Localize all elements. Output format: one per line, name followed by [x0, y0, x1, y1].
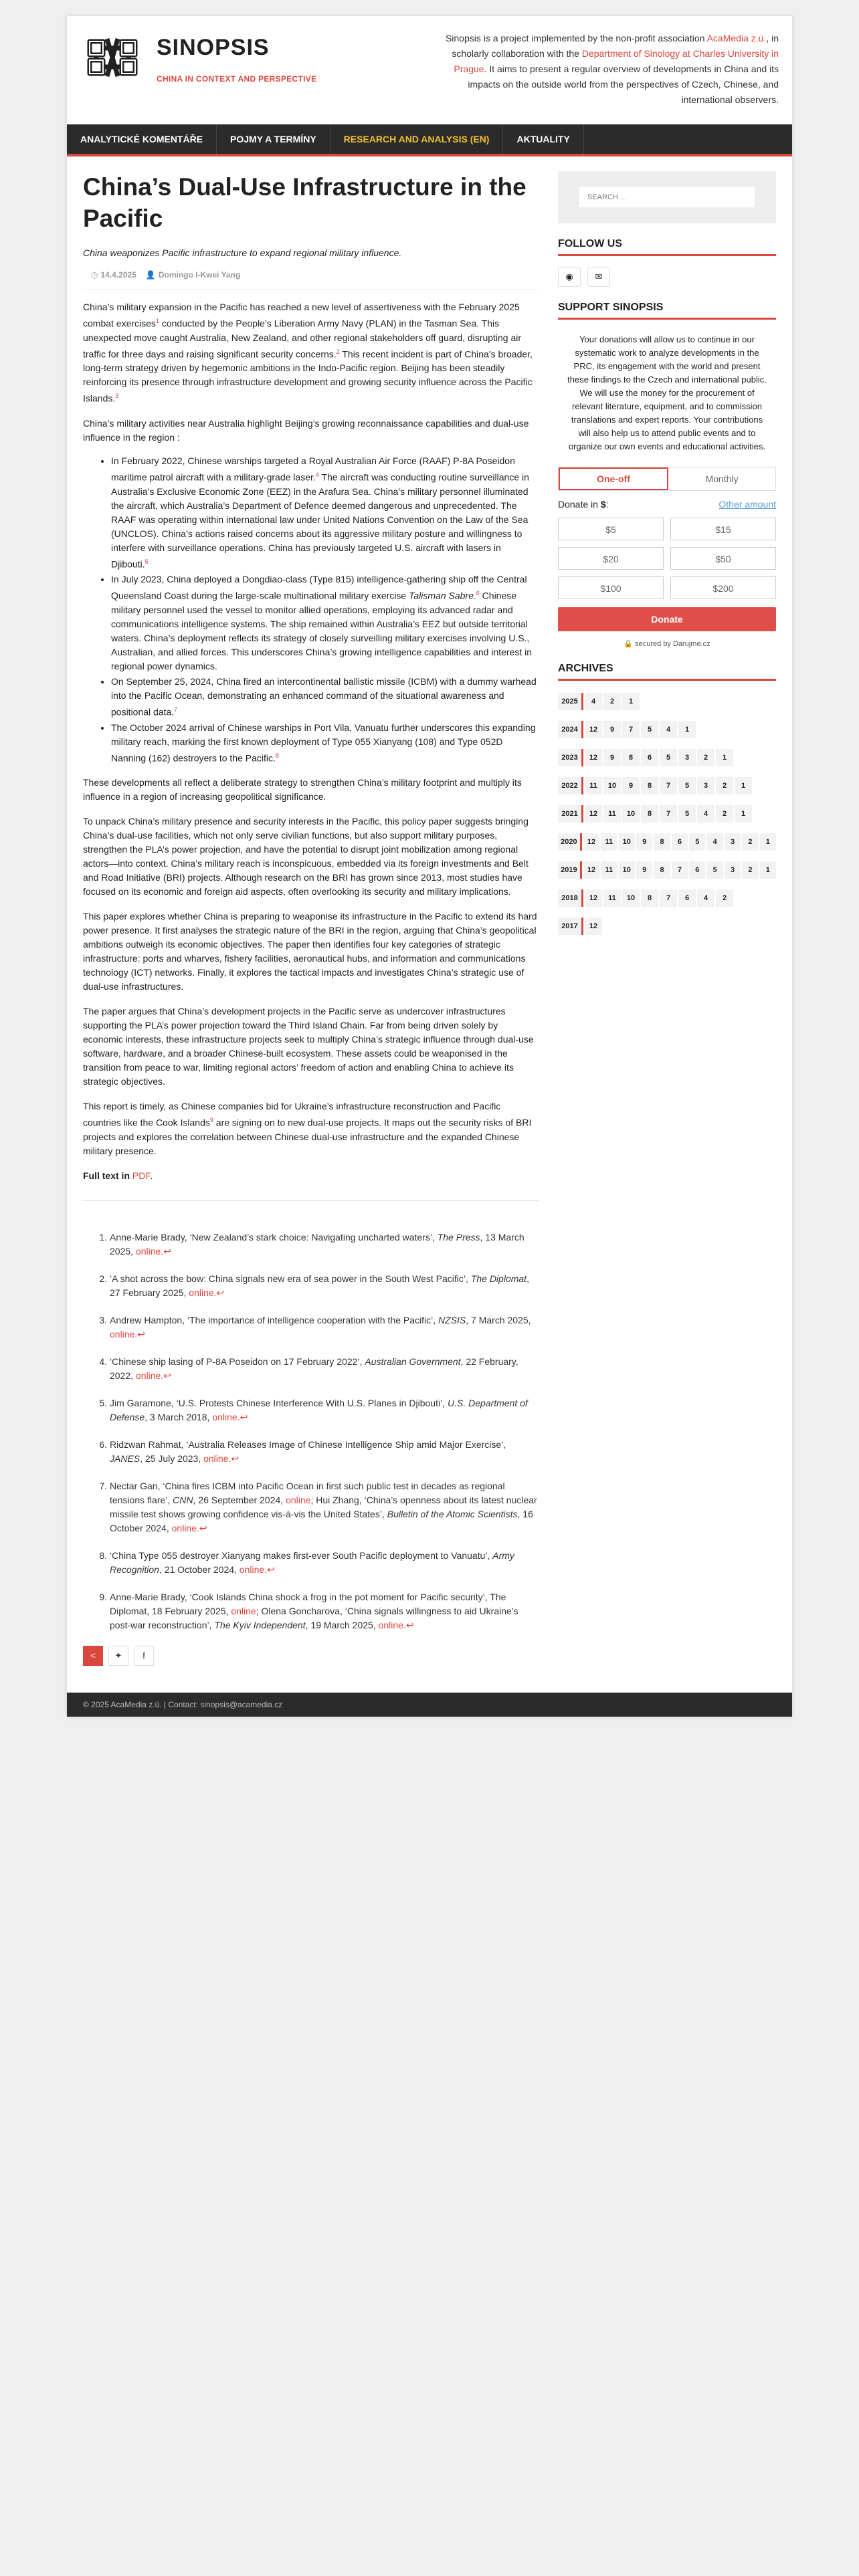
- follow-us-heading: FOLLOW US: [558, 238, 776, 256]
- ref-online-link[interactable]: online: [286, 1494, 311, 1505]
- archive-month[interactable]: 4: [697, 805, 714, 823]
- b2-text-b: Chinese military personnel used the vessel to monitor allied operations, employing its advanced radar and communications intelligence systems. The ship remained within Australia’s EEZ but outside territorial waters. China’s deployment reflects its strategy of closely surveilling military exercises involving U.S., Australian, and allied forces. This underscores China’s growing intelligence capabilities and interest in regional power dynamics.: [111, 590, 533, 671]
- article-author[interactable]: Domingo I-Kwei Yang: [158, 270, 241, 280]
- reference-item: [110, 1479, 538, 1535]
- archive-month[interactable]: 10: [619, 833, 635, 851]
- header-description: [438, 31, 779, 108]
- desc-text-2: , in scholarly collaboration with the: [452, 33, 779, 59]
- secured-text: secured by Darujme.cz: [635, 640, 710, 648]
- reference-item: [110, 1230, 538, 1259]
- ref-text: , 21 October 2024,: [159, 1564, 240, 1575]
- p1-text-c: This recent incident is part of China’s broader, long-term strategy driven by hegemonic ambitions in the Indo-Pacific region. Beijing has been steadily reinforcing its presence through infrastructure development and growing security influence across the Pacific Islands.: [83, 348, 533, 404]
- b3-text: On September 25, 2024, China fired an intercontinental ballistic missile (ICBM) with a dummy warhead into the Pacific Ocean, demonstrating an enhanced command of the situational awareness and positional data.: [111, 675, 537, 718]
- footnote-ref-4[interactable]: 4: [315, 471, 319, 478]
- ref-online-link[interactable]: online.↩: [110, 1328, 145, 1339]
- archive-month[interactable]: 8: [641, 805, 658, 823]
- ref-text: Ridzwan Rahmat, ‘Australia Releases Image of Chinese Intelligence Ship amid Major Exercise’,: [110, 1438, 506, 1450]
- b2-text-a: In July 2023, China deployed a Dongdiao-class (Type 815) intelligence-gathering ship off the Central Queensland Coast during the large-scale multinational military exercise: [111, 574, 527, 601]
- archive-year[interactable]: 2023: [558, 749, 583, 766]
- ref-text: , 19 March 2025,: [305, 1619, 379, 1630]
- ref-text: Anne-Marie Brady, ‘Cook Islands China shock a frog in the pot moment for Pacific security’, The Diplomat, 18 February 2025,: [110, 1591, 506, 1616]
- archive-month[interactable]: 8: [641, 777, 658, 794]
- archive-month[interactable]: 1: [678, 721, 696, 738]
- archives-list: [558, 693, 776, 935]
- ref-text: , 3 March 2018,: [145, 1411, 213, 1422]
- ref-text: ‘China Type 055 destroyer Xianyang makes first-ever South Pacific deployment to Vanuatu’,: [110, 1549, 493, 1561]
- p1-text-a: China’s military expansion in the Pacific has reached a new level of assertiveness with the February 2025 combat exercises: [83, 302, 520, 329]
- archive-month[interactable]: 7: [660, 889, 677, 907]
- search-input[interactable]: [579, 187, 755, 207]
- archive-month[interactable]: 2: [716, 777, 733, 794]
- ref-text: ‘Chinese ship lasing of P-8A Poseidon on 17 February 2022’,: [110, 1356, 365, 1367]
- share-buttons: [83, 1646, 538, 1666]
- reference-item: [110, 1272, 538, 1300]
- knot-logo-icon: [80, 32, 145, 83]
- footnote-ref-7[interactable]: 7: [174, 706, 178, 713]
- archive-month[interactable]: 11: [603, 889, 621, 907]
- ref-source: The Diplomat: [470, 1273, 527, 1284]
- archive-month[interactable]: 2: [742, 861, 758, 879]
- ref-source: Bulletin of the Atomic Scientists: [387, 1508, 518, 1519]
- archive-month[interactable]: 7: [622, 721, 640, 738]
- main-nav: [67, 124, 792, 156]
- reference-item: [110, 1355, 538, 1383]
- archive-month[interactable]: 12: [585, 918, 602, 935]
- reference-item: [110, 1549, 538, 1577]
- site-footer: © 2025 AcaMedia z.ú. | Contact: sinopsis@acamedia.cz: [67, 1693, 792, 1717]
- archive-year[interactable]: 2017: [558, 918, 583, 935]
- donate-button[interactable]: Donate: [558, 607, 776, 631]
- archive-year-row: [558, 889, 776, 907]
- paragraph-3: These developments all reflect a deliberate strategy to strengthen China’s military footprint and multiply its influence in a region of increasing geopolitical significance.: [83, 777, 522, 802]
- b1-text-b: The aircraft was conducting routine surveillance in Australia’s Exclusive Economic Zone (EEZ) in the Arafura Sea. China’s military personnel illuminated the aircraft, which Australia’s Department of Defence deemed dangerous and unprecedented. The RAAF was operating within international law under United Nations Convention on the Law of the Sea (UNCLOS). China’s actions raised concerns about its aggressive military posture and willingness to interfere with surveillance operations. China has previously targeted U.S. aircraft with lasers in Djibouti.: [111, 471, 529, 570]
- paragraph-2: China’s military activities near Australia highlight Beijing’s growing reconnaissance capabilities and dual-use influence in the region :: [83, 417, 529, 443]
- paragraph-6: The paper argues that China’s development projects in the Pacific serve as undercover infrastructures supporting the PLA’s power projection toward the Third Island Chain. Far from being driven solely by economic interests, these infrastructure projects seek to multiply China’s strategic influence through dual-use software, hardware, and a broader Chinese-built ecosystem. These assets could be weaponised in the transition from peace to war, limiting regional actors’ freedom of action and enabling China to achieve its strategic objectives.: [83, 1006, 534, 1087]
- archive-month[interactable]: 1: [716, 749, 733, 766]
- b4-text: The October 2024 arrival of Chinese warships in Port Vila, Vanuatu further underscores this expanding military reach, marking the first known deployment of Type 055 Xianyang (108) and Type 052D Nanning (162) destroyers to the Pacific.: [111, 722, 536, 764]
- archive-month[interactable]: 8: [654, 861, 670, 879]
- footnote-ref-6[interactable]: 6: [476, 590, 480, 597]
- amount-option[interactable]: $5: [558, 518, 664, 540]
- reference-item: [110, 1396, 538, 1424]
- archive-year[interactable]: 2024: [558, 721, 583, 738]
- ref-text: ; Hui Zhang, ‘China’s openness about its latest nuclear missile test shows growing confidence vis-à-vis the United States’,: [110, 1494, 537, 1519]
- ref-text: , 26 September 2024,: [193, 1494, 286, 1505]
- archive-month[interactable]: 12: [583, 861, 599, 879]
- ref-online-link[interactable]: online.↩: [135, 1245, 171, 1257]
- p1-text-b: conducted by the People’s Liberation Army Navy (PLAN) in the Tasman Sea. This unexpected move caught Australia, New Zealand, and other regional stakeholders off guard, disrupting air traffic for three days and raising significant security concerns.: [83, 318, 522, 360]
- ref-online-link[interactable]: online: [231, 1605, 256, 1616]
- nav-item-research-and-analysis[interactable]: RESEARCH AND ANALYSIS (EN): [330, 124, 504, 154]
- archive-month[interactable]: 1: [735, 777, 752, 794]
- archive-year[interactable]: 2025: [558, 693, 583, 710]
- archive-year-row: [558, 777, 776, 794]
- archive-month[interactable]: 5: [706, 861, 723, 879]
- support-text: Your donations will allow us to continue in our systematic work to analyze developments in the PRC, its engagement with the world and present these findings to the Czech and international public. We will use the money for the procurement of relevant literature, equipment, and to commission translations and expert reports. Your contributions will also help us to attend public events and to organize our own events and educational activities.: [567, 334, 767, 451]
- ref-text: Nectar Gan, ‘China fires ICBM into Pacific Ocean in first such public test in decades as regional tensions flare’,: [110, 1480, 505, 1505]
- archive-month[interactable]: 3: [697, 777, 714, 794]
- archive-month[interactable]: 9: [603, 721, 621, 738]
- ref-online-link[interactable]: online.↩: [189, 1287, 225, 1298]
- archive-month[interactable]: 3: [725, 833, 741, 851]
- b1-text-a: In February 2022, Chinese warships targeted a Royal Australian Air Force (RAAF) P-8A Poseidon maritime patrol aircraft with a military-grade laser.: [111, 455, 515, 483]
- site-title[interactable]: SINOPSIS: [157, 35, 270, 60]
- ref-text: Anne-Marie Brady, ‘New Zealand’s stark choice: Navigating uncharted waters’,: [110, 1231, 438, 1243]
- share-icon[interactable]: <: [83, 1646, 103, 1666]
- list-item: [111, 675, 538, 720]
- archive-month[interactable]: 11: [585, 777, 602, 794]
- footnote-ref-8[interactable]: 8: [275, 752, 279, 759]
- other-amount-link[interactable]: Other amount: [719, 499, 776, 510]
- desc-text-1: Sinopsis is a project implemented by the non-profit association: [445, 33, 707, 43]
- archive-month[interactable]: 9: [636, 861, 652, 879]
- ref-online-link[interactable]: online.↩: [203, 1453, 240, 1464]
- archive-month[interactable]: 1: [760, 833, 776, 851]
- archive-month[interactable]: 6: [689, 861, 705, 879]
- archive-month[interactable]: 5: [689, 833, 705, 851]
- list-item: • In July 2023, China deployed a Dongdiao-class (Type 815) intelligence-gathering ship off the Central Queensland Coast during the large-scale multinational military exercise Talisman Sabre.$^6$ Chinese military personnel used the vessel to monitor allied operations, employing its advanced radar and communications intelligence systems. The ship remained within Australia’s EEZ but outside territorial waters. China’s deployment reflects its strategy of closely surveilling military exercises involving U.S., Australian, and allied forces. This underscores China’s growing intelligence capabilities and interest in regional power dynamics.: [111, 572, 538, 673]
- archive-year-row: [558, 861, 776, 879]
- archives-heading: ARCHIVES: [558, 663, 776, 681]
- ref-online-link[interactable]: online.↩: [239, 1564, 275, 1575]
- paragraph-7: [83, 1099, 538, 1158]
- p2-text: China’s military activities near Australia highlight Beijing’s growing reconnaissance capabilities and dual-use influence in the region: [83, 417, 529, 443]
- footnote-ref-2[interactable]: 2: [336, 348, 340, 355]
- ref-text: Jim Garamone, ‘U.S. Protests Chinese Interference With U.S. Planes in Djibouti’,: [110, 1397, 448, 1408]
- footnote-ref-9[interactable]: 9: [209, 1117, 213, 1124]
- archive-month[interactable]: 12: [585, 749, 602, 766]
- ref-online-link[interactable]: online.↩: [135, 1370, 171, 1381]
- ref-source: NZSIS: [438, 1314, 466, 1325]
- archive-month[interactable]: 1: [735, 805, 752, 823]
- archive-month[interactable]: 5: [660, 749, 677, 766]
- archive-month[interactable]: 10: [622, 889, 640, 907]
- full-text-line: Full text in PDF.: [83, 1170, 153, 1181]
- acamedia-link[interactable]: AcaMedia z.ú.: [706, 33, 767, 43]
- archive-month[interactable]: 12: [583, 833, 599, 851]
- archive-month[interactable]: 11: [603, 805, 621, 823]
- archive-month[interactable]: 5: [641, 721, 658, 738]
- donate-currency-row: Donate in $: Other amount: [558, 499, 776, 510]
- rss-icon[interactable]: ◉: [558, 267, 581, 287]
- archive-month[interactable]: 7: [660, 777, 677, 794]
- twitter-icon[interactable]: ✦: [108, 1646, 128, 1666]
- amount-option[interactable]: $200: [670, 576, 776, 599]
- archive-month[interactable]: 3: [678, 749, 696, 766]
- ref-online-link[interactable]: online.↩: [378, 1619, 414, 1630]
- article-title: China’s Dual-Use Infrastructure in the Pacific: [83, 173, 527, 232]
- references-divider: [83, 1200, 538, 1201]
- ref-source: Australian Government: [365, 1356, 461, 1367]
- bullet-list: [83, 454, 538, 765]
- archive-month[interactable]: 9: [622, 777, 640, 794]
- archive-year[interactable]: 2022: [558, 777, 583, 794]
- archive-month[interactable]: 8: [641, 889, 658, 907]
- ref-text: , 13 March 2025,: [110, 1231, 524, 1257]
- ref-text: , 27 February 2025,: [110, 1273, 529, 1298]
- ref-text: , 16 October 2024,: [110, 1508, 533, 1533]
- archive-month[interactable]: 4: [585, 693, 602, 710]
- paragraph-4: To unpack China’s military presence and security interests in the Pacific, this policy paper suggests bringing China’s dual-use facilities, which not only serve civilian functions, but also support military purposes, strengthen the PLA’s power projection, and have the potential to disrupt joint mobilization among regional actors—into context. China’s military reach is inconspicuous, embedded via its foreign investments and Belt and Road Initiative (BRI) projects. Although research on the BRI has grown since 2013, most studies have focused on its economic and foreign aid aspects, often overlooking its security and military implications.: [83, 816, 529, 897]
- amount-option[interactable]: $100: [558, 576, 664, 599]
- ref-text: , 7 March 2025,: [466, 1314, 531, 1325]
- archive-month[interactable]: 4: [706, 833, 723, 851]
- paragraph-1: [83, 300, 538, 406]
- sidebar: [558, 171, 776, 1666]
- amount-option[interactable]: $50: [670, 547, 776, 570]
- ref-text: , 25 July 2023,: [140, 1453, 204, 1464]
- archive-year-row: [558, 749, 776, 766]
- archive-month[interactable]: 10: [622, 805, 640, 823]
- archive-year-row: [558, 805, 776, 823]
- list-item: [111, 454, 538, 571]
- references-list: [83, 1230, 538, 1632]
- reference-item: [110, 1590, 538, 1632]
- archive-month[interactable]: 10: [603, 777, 621, 794]
- ref-text: Andrew Hampton, ‘The importance of intelligence cooperation with the Pacific’,: [110, 1314, 439, 1325]
- ref-online-link[interactable]: online.↩: [212, 1411, 248, 1422]
- sinology-department-link[interactable]: Department of Sinology at Charles University in Prague: [454, 48, 779, 74]
- archive-year-row: [558, 833, 776, 851]
- archive-month[interactable]: 12: [585, 805, 602, 823]
- donation-amounts: [558, 518, 776, 599]
- ref-source: CNN: [173, 1494, 193, 1505]
- archive-month[interactable]: 12: [585, 721, 602, 738]
- archive-month[interactable]: 7: [672, 861, 688, 879]
- archive-month[interactable]: 11: [601, 833, 617, 851]
- archive-year[interactable]: 2020: [558, 833, 582, 851]
- footnote-ref-5[interactable]: 5: [145, 558, 149, 565]
- archive-month[interactable]: 9: [603, 749, 621, 766]
- lock-icon: 🔒: [624, 640, 634, 648]
- amount-option[interactable]: $20: [558, 547, 664, 570]
- ref-text: , 22 February, 2022,: [110, 1356, 518, 1381]
- ref-online-link[interactable]: online.↩: [171, 1522, 207, 1533]
- tab-monthly[interactable]: Monthly: [705, 473, 739, 484]
- facebook-icon[interactable]: f: [134, 1646, 154, 1666]
- archive-year-row: [558, 918, 776, 935]
- donate-in-label: Donate in: [558, 499, 601, 510]
- article-lead: China weaponizes Pacific infrastructure to expand regional military influence.: [83, 247, 402, 258]
- search-widget: [558, 171, 776, 223]
- archive-month[interactable]: 12: [585, 889, 602, 907]
- ref-text: ‘A shot across the bow: China signals new era of sea power in the South West Pacific’,: [110, 1273, 471, 1284]
- archive-month[interactable]: 1: [622, 693, 640, 710]
- article-date: 14.4.2025: [100, 270, 136, 280]
- archive-month[interactable]: 2: [603, 693, 621, 710]
- clock-icon: ◷: [91, 270, 98, 280]
- donation-frequency-tabs: [558, 467, 776, 491]
- p7-text-a: This report is timely, as Chinese companies bid for Ukraine’s infrastructure reconstruction and Pacific countries like the Cook Islands: [83, 1101, 501, 1128]
- divider: [83, 289, 538, 290]
- support-heading: SUPPORT SINOPSIS: [558, 302, 776, 320]
- b2-italic: Talisman Sabre: [409, 590, 474, 601]
- archive-month[interactable]: 6: [641, 749, 658, 766]
- site-header: [67, 16, 792, 124]
- reference-item: [110, 1313, 538, 1341]
- archive-month[interactable]: 8: [654, 833, 670, 851]
- archive-month[interactable]: 3: [725, 861, 741, 879]
- site-tagline: CHINA IN CONTEXT AND PERSPECTIVE: [157, 74, 317, 84]
- archive-year[interactable]: 2019: [558, 861, 582, 879]
- archive-month[interactable]: 9: [636, 833, 652, 851]
- nav-item-analyticke-komentare[interactable]: ANALYTICKÉ KOMENTÁŘE: [67, 124, 217, 154]
- archive-month[interactable]: 4: [697, 889, 714, 907]
- article-meta: [91, 270, 538, 280]
- archive-month[interactable]: 11: [601, 861, 617, 879]
- archive-month[interactable]: 5: [678, 805, 696, 823]
- site-logo[interactable]: [80, 32, 316, 84]
- ref-source: The Kyiv Independent: [214, 1619, 306, 1630]
- archive-year[interactable]: 2021: [558, 805, 583, 823]
- full-text-label: Full text in: [83, 1170, 132, 1181]
- pdf-link[interactable]: PDF: [132, 1170, 151, 1181]
- archive-month[interactable]: 10: [619, 861, 635, 879]
- footnote-ref-1[interactable]: 1: [155, 318, 159, 324]
- email-icon[interactable]: ✉: [587, 267, 610, 287]
- ref-text: ; Olena Goncharova, ‘China signals willingness to aid Ukraine’s post-war reconstruction’,: [110, 1605, 518, 1630]
- archive-month[interactable]: 1: [760, 861, 776, 879]
- archive-month[interactable]: 2: [716, 889, 733, 907]
- user-icon: 👤: [145, 270, 156, 280]
- article: [83, 171, 538, 1666]
- social-links: [558, 267, 776, 287]
- archive-year[interactable]: 2018: [558, 889, 583, 907]
- nav-item-aktuality[interactable]: AKTUALITY: [503, 124, 583, 154]
- page: [67, 16, 792, 1717]
- archive-month[interactable]: 2: [716, 805, 733, 823]
- list-item: [111, 721, 538, 766]
- archive-month[interactable]: 4: [660, 721, 677, 738]
- archive-month[interactable]: 6: [672, 833, 688, 851]
- ref-source: The Press: [437, 1231, 480, 1243]
- ref-source: JANES: [110, 1453, 140, 1464]
- archive-month[interactable]: 2: [742, 833, 758, 851]
- desc-text-3: . It aims to present a regular overview of developments in China and its impacts on the outside world from the perspectives of Czech, Chinese, and international observers.: [468, 64, 779, 105]
- footnote-ref-3[interactable]: 3: [115, 393, 119, 400]
- ref-source: U.S. Department of Defense: [110, 1397, 528, 1422]
- reference-item: [110, 1438, 538, 1466]
- ref-source: Army Recognition: [110, 1549, 514, 1575]
- tab-one-off[interactable]: One-off: [559, 467, 668, 490]
- currency-select[interactable]: $: [600, 499, 606, 510]
- archive-month[interactable]: 5: [678, 777, 696, 794]
- p7-text-b: are signing on to new dual-use projects. It maps out the security risks of BRI projects and explores the correlation between Chinese dual-use infrastructure and the expanded Chinese military presence.: [83, 1117, 532, 1156]
- amount-option[interactable]: $15: [670, 518, 776, 540]
- nav-item-pojmy-a-terminy[interactable]: POJMY A TERMÍNY: [217, 124, 330, 154]
- archive-month[interactable]: 8: [622, 749, 640, 766]
- secured-note: [558, 639, 776, 648]
- archive-month[interactable]: 6: [678, 889, 696, 907]
- archive-year-row: [558, 693, 776, 710]
- paragraph-5: This paper explores whether China is preparing to weaponise its infrastructure in the Pacific to extend its hard power presence. It first analyses the strategic nature of the BRI in the region, arguing that China’s geopolitical ambitions outweigh its economic objectives. The paper then identifies four key categories of strategic infrastructure: ports and wharves, fishery facilities, aeronautical hubs, and information and communications technology (ICT) networks. Finally, it explores the tactical impacts and investigates China’s strategic use of dual-use infrastructures.: [83, 911, 537, 992]
- archive-month[interactable]: 2: [697, 749, 714, 766]
- archive-month[interactable]: 7: [660, 805, 677, 823]
- archive-year-row: [558, 721, 776, 738]
